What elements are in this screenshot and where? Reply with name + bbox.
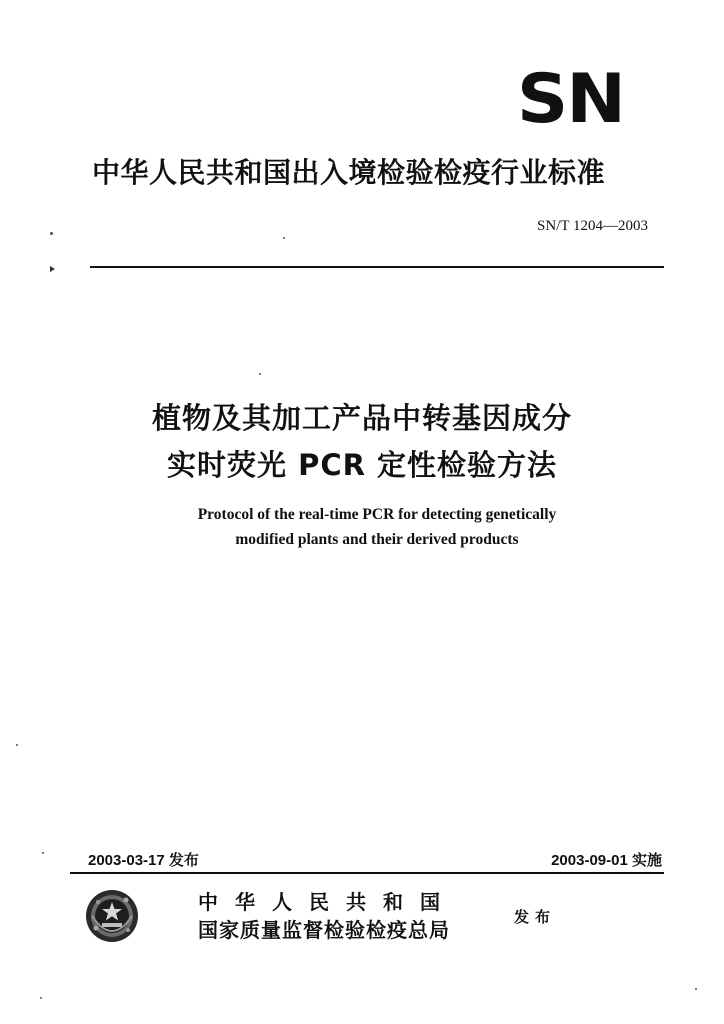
scan-speck [50,232,53,235]
national-emblem-icon [84,888,140,944]
scan-speck [283,237,285,239]
title-en-line1: Protocol of the real-time PCR for detecting genetically [197,506,557,523]
sn-logo: SN [517,60,624,139]
title-cn-line1: 植物及其加工产品中转基因成分 [151,401,572,435]
issue-date: 2003-03-17 发布 [88,852,199,869]
publish-label: 发布 [514,908,557,926]
margin-mark [50,266,55,272]
issuer-line2: 国家质量监督检验检疫总局 [198,918,450,942]
implement-date: 2003-09-01 实施 [551,852,662,869]
scan-speck [40,997,42,999]
header-rule [90,266,664,268]
scan-speck [259,373,261,375]
title-en-line2: modified plants and their derived products [235,531,519,548]
title-cn-line2: 实时荧光 PCR 定性检验方法 [166,448,558,482]
issuer-line1: 中华人民共和国 [198,890,457,914]
scan-speck [16,744,18,746]
standard-code: SN/T 1204—2003 [537,218,648,234]
footer-rule [70,872,664,874]
scan-speck [695,988,697,990]
standard-category: 中华人民共和国出入境检验检疫行业标准 [92,156,606,189]
scan-speck [42,852,44,854]
